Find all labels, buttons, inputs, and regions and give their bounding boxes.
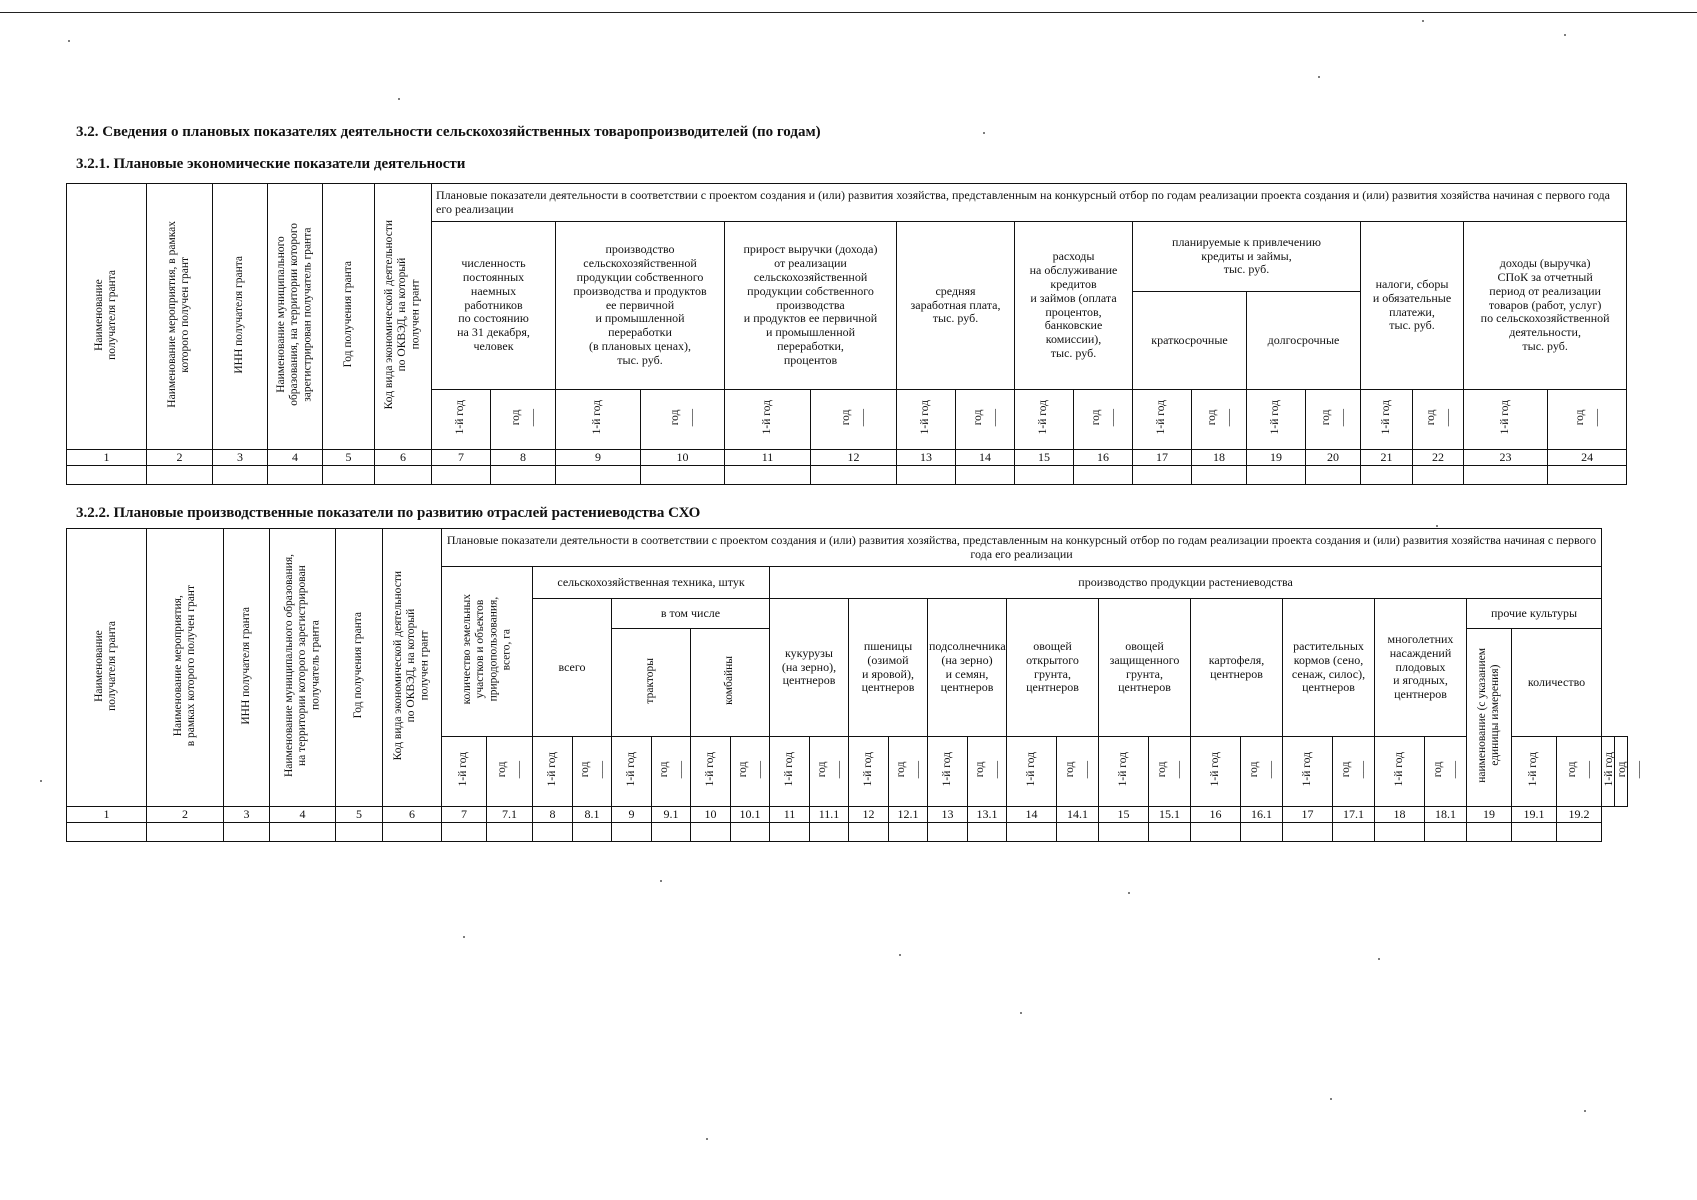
column-number: 4 [270,807,336,823]
col-land: количество земельных участков и объектов природопользования, всего, га [442,567,533,737]
year-other-cell: год ___ [1306,390,1361,450]
scan-speck [40,780,42,782]
year-other-cell: год ___ [889,737,928,807]
column-number: 12.1 [889,807,928,823]
scan-speck [660,880,662,882]
column-number: 8 [533,807,573,823]
year-other-cell: год ___ [1074,390,1133,450]
col-okved: Код вида экономической деятельности по ОКВЭД, на который получен грант [375,184,432,450]
column-number: 17 [1283,807,1333,823]
year-first-cell: 1-й год [1099,737,1149,807]
scan-speck [68,40,70,42]
empty-data-cell [1099,823,1149,842]
empty-data-cell [375,466,432,485]
year-first-cell: 1-й год [1191,737,1241,807]
col-municipality: Наименование муниципального образования, на территории которого зарегистрирован получатель гранта [268,184,323,450]
scan-speck [1330,1098,1332,1100]
year-first-cell: 1-й год [432,390,491,450]
year-first-cell: 1-й год [1361,390,1413,450]
column-number: 15 [1015,450,1074,466]
crop-sunflower: подсолнечника (на зерно) и семян, центнеров [928,599,1007,737]
empty-data-cell [1149,823,1191,842]
column-number: 7 [432,450,491,466]
empty-data-cell [897,466,956,485]
year-other-cell: год ___ [1149,737,1191,807]
year-first-cell: 1-й год [533,737,573,807]
tech-tractors: тракторы [612,629,691,737]
scan-speck [1128,892,1130,894]
year-first-cell: 1-й год [1007,737,1057,807]
year-first-cell: 1-й год [1602,737,1615,807]
empty-data-cell [849,823,889,842]
year-first-cell: 1-й год [928,737,968,807]
column-number: 3 [224,807,270,823]
year-other-cell: год ___ [1413,390,1464,450]
credit-short-term: краткосрочные [1133,292,1247,390]
scan-speck [899,954,901,956]
column-number: 15 [1099,807,1149,823]
scan-speck [1422,20,1424,22]
span-header: Плановые показатели деятельности в соответствии с проектом создания и (или) развития хозяйства, представленным на конкурсный отбор по годам реализации проекта создания и (или) развития хозяйства начиная с первого года его реализации [432,184,1627,222]
crop-potato: картофеля, центнеров [1191,599,1283,737]
column-number: 1 [67,807,147,823]
scan-speck [1436,525,1438,527]
column-number: 10.1 [731,807,770,823]
column-number: 5 [323,450,375,466]
column-number: 20 [1306,450,1361,466]
tech-combines: комбайны [691,629,770,737]
year-other-cell: год ___ [641,390,725,450]
col-grant-year: Год получения гранта [323,184,375,450]
column-number: 6 [375,450,432,466]
column-number: 16 [1191,807,1241,823]
empty-data-cell [1467,823,1512,842]
empty-data-cell [956,466,1015,485]
year-first-cell: 1-й год [1133,390,1192,450]
column-number: 9 [556,450,641,466]
empty-data-cell [1283,823,1333,842]
year-other-cell: год ___ [1615,737,1628,807]
empty-data-cell [968,823,1007,842]
column-number: 18.1 [1425,807,1467,823]
empty-data-cell [67,823,147,842]
column-number: 17.1 [1333,807,1375,823]
crop-production-table [66,528,1642,842]
column-number: 8.1 [573,807,612,823]
year-first-cell: 1-й год [725,390,811,450]
empty-data-cell [641,466,725,485]
empty-data-cell [1057,823,1099,842]
empty-data-cell [1247,466,1306,485]
year-other-cell: год ___ [956,390,1015,450]
column-number: 10 [691,807,731,823]
empty-data-cell [1074,466,1133,485]
scan-speck [463,936,465,938]
empty-data-cell [1557,823,1602,842]
column-number: 11 [725,450,811,466]
tech-total: всего [533,599,612,737]
group-revenue-growth: прирост выручки (дохода) от реализации сельскохозяйственной продукции собственного производства и продуктов ее первичной и промышленной переработки, процентов [725,222,897,390]
year-other-cell: год ___ [491,390,556,450]
empty-data-cell [147,823,224,842]
column-number: 14 [956,450,1015,466]
table1-heading: 3.2.1. Плановые экономические показатели деятельности [76,156,466,172]
empty-data-cell [1361,466,1413,485]
column-number: 7 [442,807,487,823]
crop-veg-open: овощей открытого грунта, центнеров [1007,599,1099,737]
year-other-cell: год ___ [1241,737,1283,807]
empty-data-cell [573,823,612,842]
year-first-cell: 1-й год [849,737,889,807]
other-crop-name: наименование (с указанием единицы измерения) [1467,629,1512,807]
column-number: 9.1 [652,807,691,823]
scan-speck [1378,958,1380,960]
column-number: 13.1 [968,807,1007,823]
year-first-cell: 1-й год [1247,390,1306,450]
group-production: производство сельскохозяйственной продукции собственного производства и продуктов ее первичной и промышленной переработки (в плановых ценах), тыс. руб. [556,222,725,390]
year-first-cell: 1-й год [442,737,487,807]
empty-data-cell [811,466,897,485]
column-number: 14 [1007,807,1057,823]
column-number: 19 [1247,450,1306,466]
year-first-cell: 1-й год [1464,390,1548,450]
t2-span-header: Плановые показатели деятельности в соответствии с проектом создания и (или) развития хозяйства, представленным на конкурсный отбор по годам реализации проекта создания и (или) развития хозяйства начиная с первого года его реализации [442,529,1602,567]
empty-data-cell [1015,466,1074,485]
empty-data-cell [336,823,383,842]
column-number: 4 [268,450,323,466]
empty-data-cell [1333,823,1375,842]
year-first-cell: 1-й год [691,737,731,807]
empty-data-cell [1306,466,1361,485]
year-other-cell: год ___ [1548,390,1627,450]
credit-long-term: долгосрочные [1247,292,1361,390]
empty-data-cell [725,466,811,485]
column-number: 2 [147,450,213,466]
column-number: 18 [1192,450,1247,466]
scan-speck [1564,34,1566,36]
column-number: 13 [897,450,956,466]
year-other-cell: год ___ [652,737,691,807]
crop-perennial: многолетних насаждений плодовых и ягодных, центнеров [1375,599,1467,737]
year-other-cell: год ___ [811,390,897,450]
t2-col-okved: Код вида экономической деятельности по ОКВЭД, на который получен грант [383,529,442,807]
group-income: доходы (выручка) СПоК за отчетный период от реализации товаров (работ, услуг) по сельскохозяйственной деятельности, тыс. руб. [1464,222,1627,390]
group-credits: планируемые к привлечению кредиты и займы, тыс. руб. [1133,222,1361,292]
crop-wheat: пшеницы (озимой и яровой), центнеров [849,599,928,737]
scan-speck [1020,1012,1022,1014]
empty-data-cell [691,823,731,842]
empty-data-cell [224,823,270,842]
empty-data-cell [1191,823,1241,842]
column-number: 14.1 [1057,807,1099,823]
empty-data-cell [810,823,849,842]
scan-speck [398,98,400,100]
empty-data-cell [147,466,213,485]
empty-data-cell [1133,466,1192,485]
scan-speck [1584,1110,1586,1112]
year-first-cell: 1-й год [1375,737,1425,807]
column-number: 22 [1413,450,1464,466]
crop-fodder: растительных кормов (сено, сенаж, силос), центнеров [1283,599,1375,737]
column-number: 7.1 [487,807,533,823]
empty-data-cell [928,823,968,842]
column-number: 6 [383,807,442,823]
column-number: 9 [612,807,652,823]
year-first-cell: 1-й год [1512,737,1557,807]
year-other-cell: год ___ [731,737,770,807]
column-number: 24 [1548,450,1627,466]
group-crop-production: производство продукции растениеводства [770,567,1602,599]
year-other-cell: год ___ [1192,390,1247,450]
empty-data-cell [1425,823,1467,842]
year-first-cell: 1-й год [1015,390,1074,450]
empty-data-cell [556,466,641,485]
t2-col-inn: ИНН получателя гранта [224,529,270,807]
empty-data-cell [383,823,442,842]
section-title: 3.2. Сведения о плановых показателях деятельности сельскохозяйственных товаропроизводителей (по годам) [76,124,821,140]
empty-data-cell [1512,823,1557,842]
year-other-cell: год ___ [1557,737,1602,807]
col-recipient-name: Наименование получателя гранта [67,184,147,450]
column-number: 19 [1467,807,1512,823]
year-first-cell: 1-й год [770,737,810,807]
column-number: 2 [147,807,224,823]
group-tech: сельскохозяйственная техника, штук [533,567,770,599]
empty-data-cell [213,466,268,485]
empty-data-cell [432,466,491,485]
column-number: 19.2 [1557,807,1602,823]
top-rule [0,12,1697,13]
year-other-cell: год ___ [487,737,533,807]
t2-col-grant-year: Год получения гранта [336,529,383,807]
column-number: 1 [67,450,147,466]
crop-veg-protected: овощей защищенного грунта, центнеров [1099,599,1191,737]
column-number: 12 [849,807,889,823]
empty-data-cell [323,466,375,485]
year-other-cell: год ___ [968,737,1007,807]
scan-speck [983,132,985,134]
year-other-cell: год ___ [1425,737,1467,807]
year-other-cell: год ___ [810,737,849,807]
column-number: 15.1 [1149,807,1191,823]
other-crop-qty: количество [1512,629,1602,737]
group-employees: численность постоянных наемных работников по состоянию на 31 декабря, человек [432,222,556,390]
group-avg-salary: средняя заработная плата, тыс. руб. [897,222,1015,390]
empty-data-cell [1375,823,1425,842]
tech-including: в том числе [612,599,770,629]
column-number: 5 [336,807,383,823]
empty-data-cell [652,823,691,842]
empty-data-cell [612,823,652,842]
column-number: 11 [770,807,810,823]
year-first-cell: 1-й год [556,390,641,450]
column-number: 16.1 [1241,807,1283,823]
group-taxes: налоги, сборы и обязательные платежи, тыс. руб. [1361,222,1464,390]
economic-indicators-table [66,183,1627,485]
column-number: 10 [641,450,725,466]
empty-data-cell [1548,466,1627,485]
column-number: 11.1 [810,807,849,823]
column-number: 18 [1375,807,1425,823]
empty-data-cell [268,466,323,485]
empty-data-cell [491,466,556,485]
year-other-cell: год ___ [1057,737,1099,807]
col-inn: ИНН получателя гранта [213,184,268,450]
group-loan-expenses: расходы на обслуживание кредитов и займов (оплата процентов, банковские комиссии), тыс. руб. [1015,222,1133,390]
t2-col-recipient-name: Наименование получателя гранта [67,529,147,807]
column-number: 19.1 [1512,807,1557,823]
year-first-cell: 1-й год [1283,737,1333,807]
column-number: 12 [811,450,897,466]
column-number: 8 [491,450,556,466]
empty-data-cell [1007,823,1057,842]
year-other-cell: год ___ [1333,737,1375,807]
empty-data-cell [770,823,810,842]
empty-data-cell [270,823,336,842]
year-first-cell: 1-й год [612,737,652,807]
crop-other: прочие культуры [1467,599,1602,629]
scan-speck [706,1138,708,1140]
empty-data-cell [731,823,770,842]
year-first-cell: 1-й год [897,390,956,450]
crop-corn: кукурузы (на зерно), центнеров [770,599,849,737]
t2-col-municipality: Наименование муниципального образования, на территории которого зарегистрирован получатель гранта [270,529,336,807]
column-number: 13 [928,807,968,823]
empty-data-cell [1464,466,1548,485]
empty-data-cell [1192,466,1247,485]
year-other-cell: год ___ [573,737,612,807]
empty-data-cell [533,823,573,842]
column-number: 23 [1464,450,1548,466]
column-number: 17 [1133,450,1192,466]
col-event-name: Наименование мероприятия, в рамках которого получен грант [147,184,213,450]
empty-data-cell [889,823,928,842]
empty-data-cell [487,823,533,842]
column-number: 3 [213,450,268,466]
t2-col-event-name: Наименование мероприятия, в рамках которого получен грант [147,529,224,807]
table2-heading: 3.2.2. Плановые производственные показатели по развитию отраслей растениеводства СХО [76,505,701,521]
column-number: 16 [1074,450,1133,466]
empty-data-cell [1413,466,1464,485]
empty-data-cell [67,466,147,485]
empty-data-cell [442,823,487,842]
scan-speck [1318,76,1320,78]
column-number: 21 [1361,450,1413,466]
empty-data-cell [1241,823,1283,842]
